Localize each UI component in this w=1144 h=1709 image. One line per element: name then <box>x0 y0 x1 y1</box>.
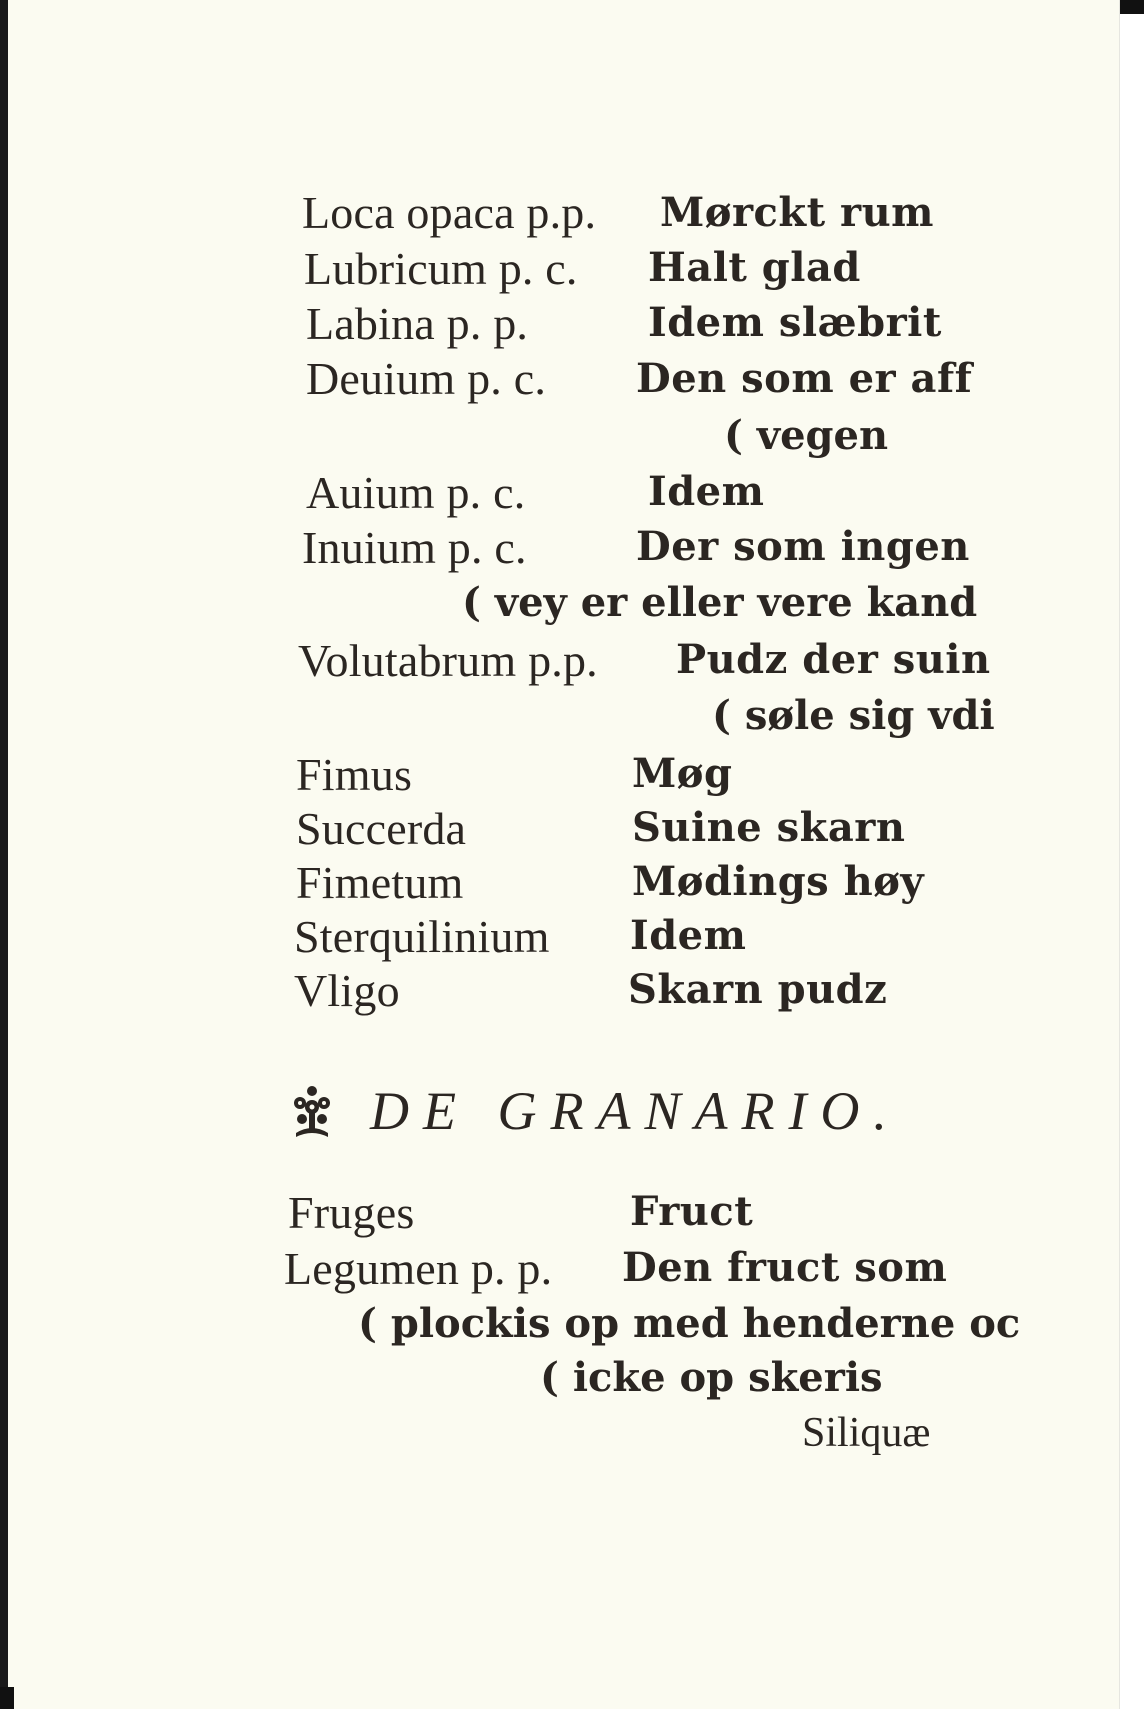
latin-term: Auium p. c. <box>306 467 526 518</box>
danish-gloss: Idem <box>630 912 747 959</box>
danish-gloss: Mørckt rum <box>660 189 934 236</box>
scan-corner-mark-bottom <box>0 1687 14 1709</box>
gloss-continuation: ( plockis op med henderne oc <box>358 1300 1021 1347</box>
latin-term: Loca opaca p.p. <box>302 187 597 238</box>
latin-term: Fruges <box>288 1187 415 1238</box>
latin-term: Deuium p. c. <box>306 353 547 404</box>
scan-edge-left <box>0 0 8 1709</box>
danish-gloss: Fruct <box>630 1188 754 1235</box>
latin-term: Volutabrum p.p. <box>298 635 598 686</box>
danish-gloss: Halt glad <box>648 244 861 291</box>
fleuron-icon <box>290 1083 334 1139</box>
heading-text: DE GRANARIO. <box>370 1081 901 1141</box>
gloss-continuation: ( søle sig vdi <box>712 692 995 739</box>
latin-term: Legumen p. p. <box>284 1243 553 1294</box>
danish-gloss: Der som ingen <box>636 523 970 570</box>
danish-gloss: Møg <box>632 750 733 797</box>
gloss-continuation: ( vey er eller vere kand <box>462 579 978 626</box>
danish-gloss: Idem <box>648 468 765 515</box>
latin-term: Labina p. p. <box>306 298 529 349</box>
danish-gloss: Den fruct som <box>622 1244 948 1291</box>
gloss-continuation: ( vegen <box>724 412 889 459</box>
latin-term: Vligo <box>294 965 400 1016</box>
section-heading <box>290 1080 901 1142</box>
danish-gloss: Den som er aff <box>636 355 973 402</box>
latin-term: Sterquilinium <box>294 911 550 962</box>
danish-gloss: Skarn pudz <box>628 966 888 1013</box>
danish-gloss: Suine skarn <box>632 804 906 851</box>
danish-gloss: Mødings høy <box>632 858 925 905</box>
scan-edge-right <box>1119 0 1144 1709</box>
latin-term: Succerda <box>296 803 467 854</box>
gloss-continuation: ( icke op skeris <box>540 1354 883 1401</box>
danish-gloss: Idem slæbrit <box>648 299 942 346</box>
danish-gloss: Pudz der suin <box>676 636 991 683</box>
catchword: Siliquæ <box>802 1410 931 1456</box>
latin-term: Fimus <box>296 749 413 800</box>
latin-term: Lubricum p. c. <box>304 243 578 294</box>
latin-term: Inuium p. c. <box>302 522 527 573</box>
latin-term: Fimetum <box>296 857 464 908</box>
scan-corner-mark <box>1120 0 1144 14</box>
